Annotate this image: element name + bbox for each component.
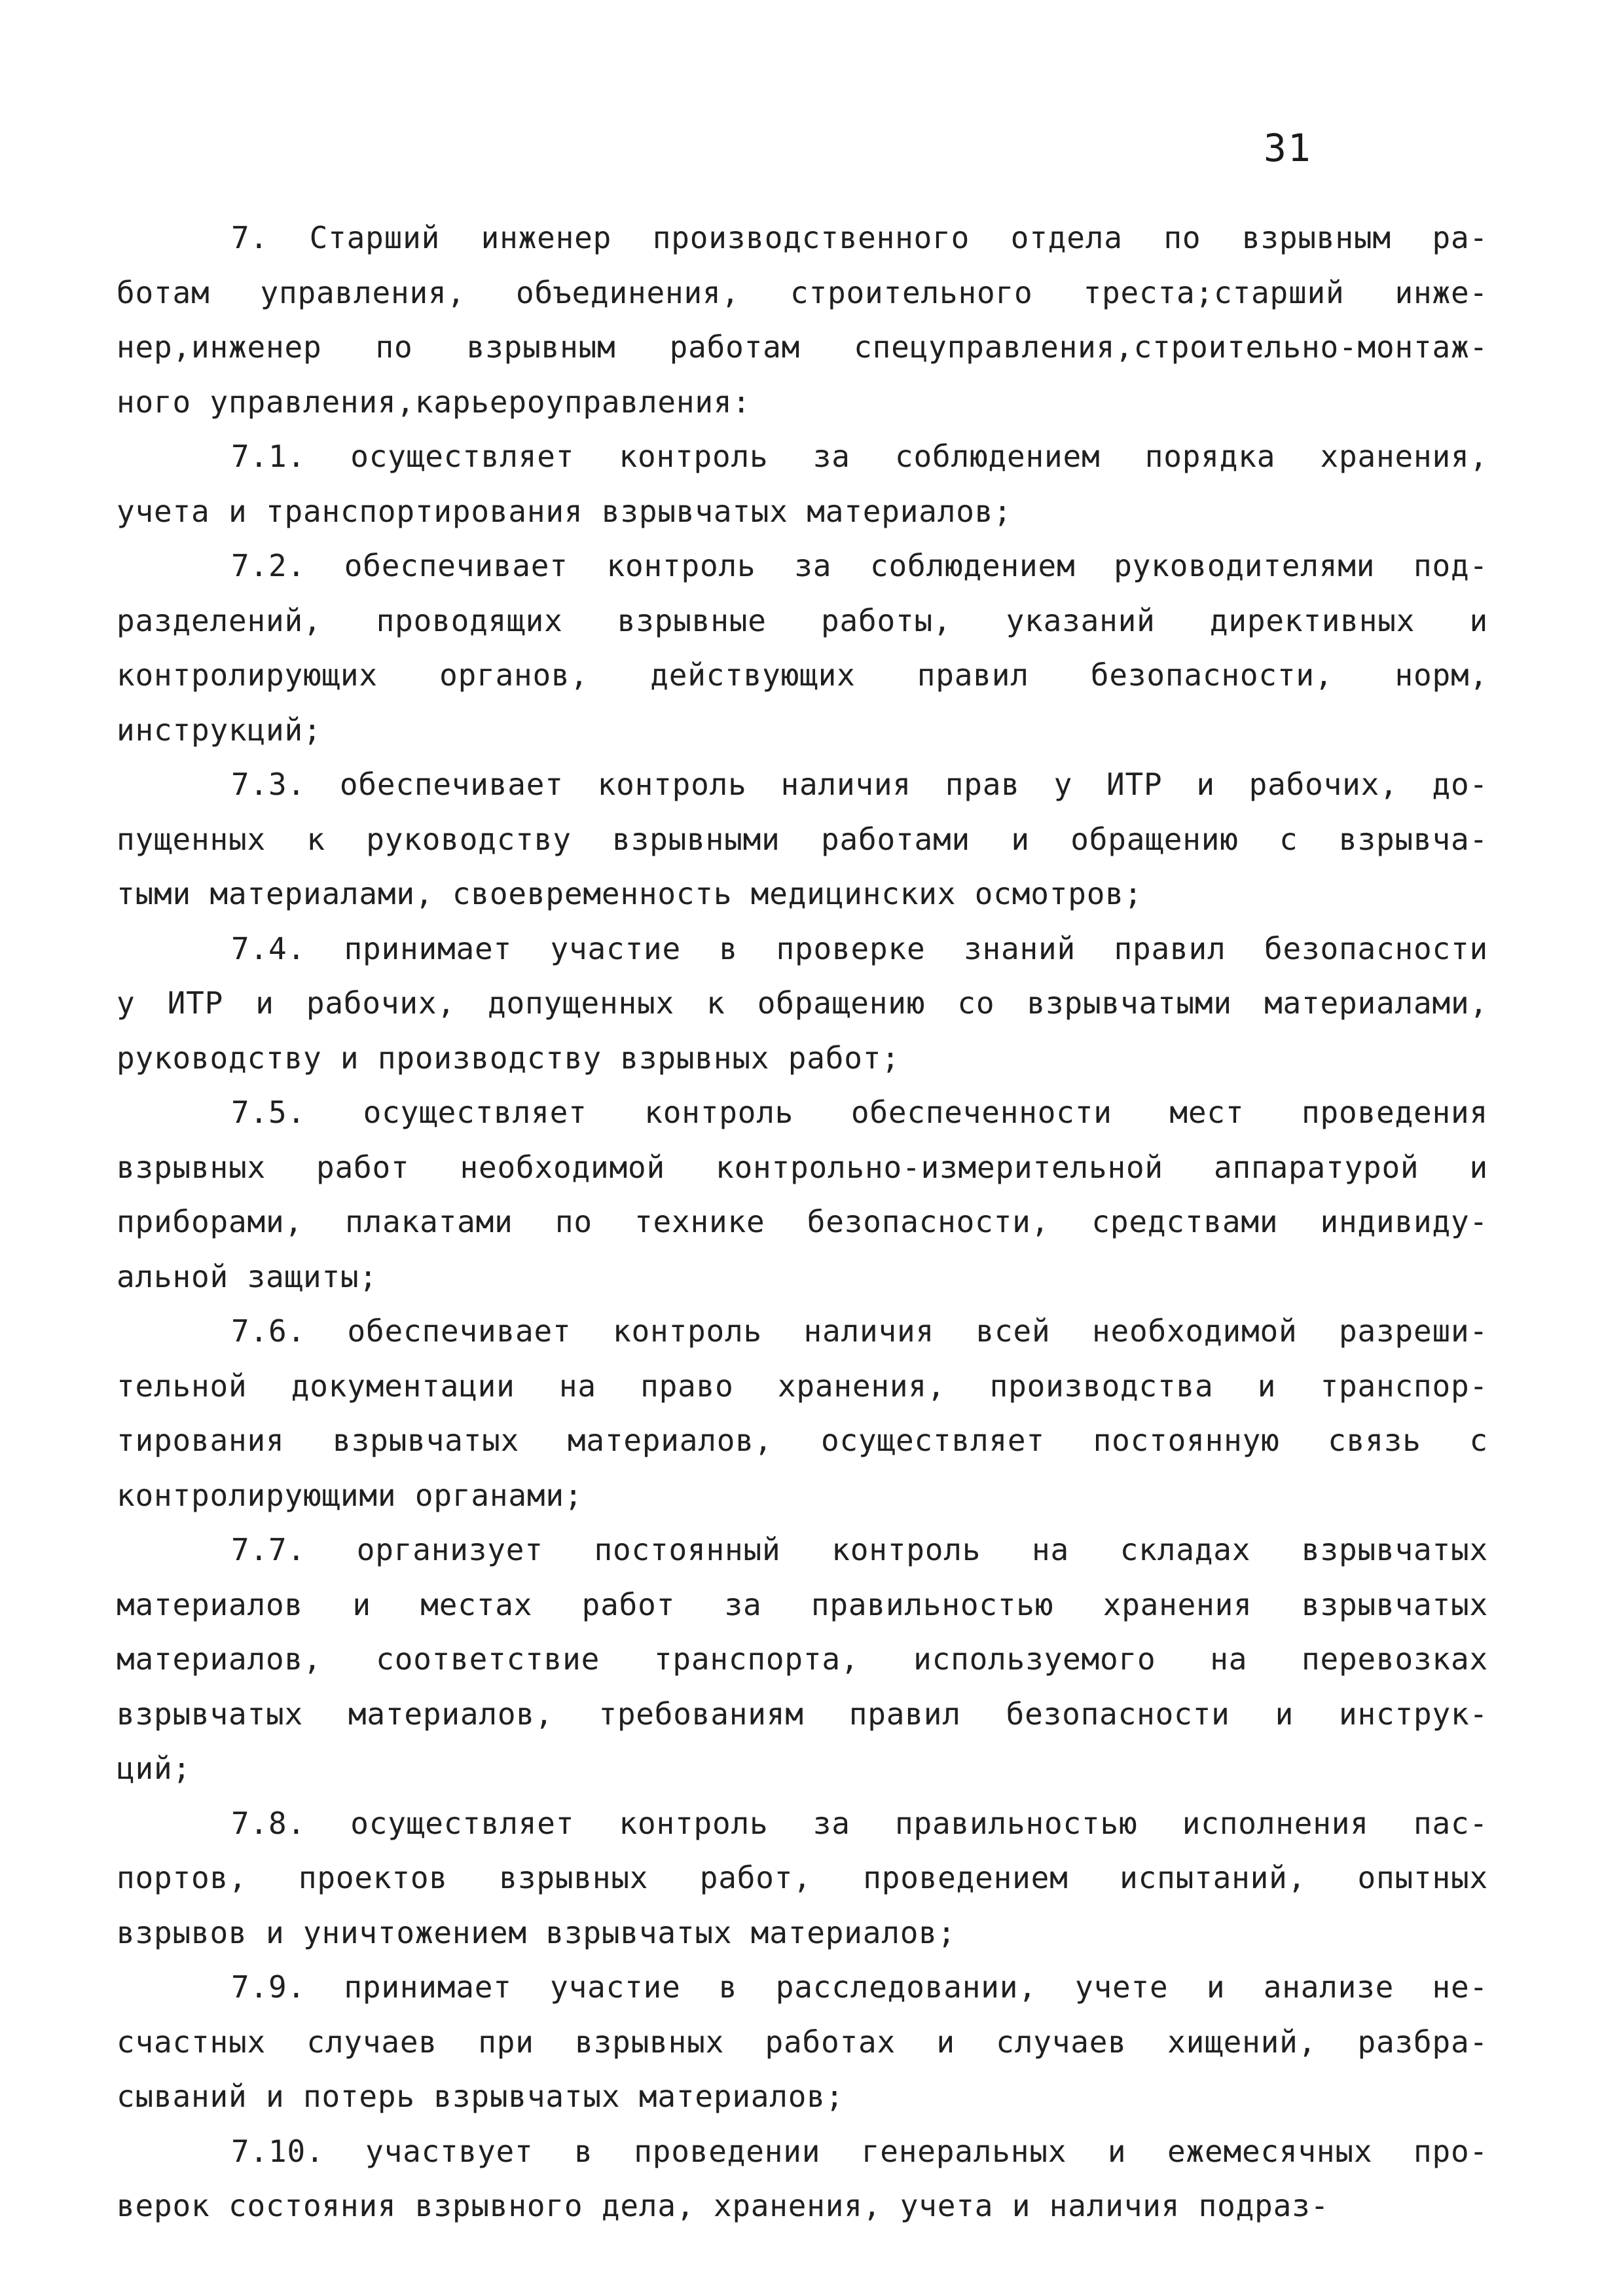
text-line: тельной документации на право хранения, производства и транспор- [117, 1368, 1488, 1404]
text-line: 7. Старший инженер производственного отдела по взрывным ра- [231, 220, 1488, 255]
text-line: 7.5. осуществляет контроль обеспеченности мест проведения [231, 1095, 1488, 1130]
text-line: тирования взрывчатых материалов, осуществляет постоянную связь с [117, 1423, 1488, 1458]
text-line: взрывных работ необходимой контрольно-измерительной аппаратурой и [117, 1149, 1488, 1185]
paragraph-7 [117, 1304, 1488, 1523]
page-number: 31 [1264, 126, 1312, 170]
paragraph-10 [117, 1960, 1488, 2124]
text-line: контролирующими органами; [117, 1477, 583, 1513]
paragraph-8 [117, 1523, 1488, 1796]
text-line: материалов и местах работ за правильностью хранения взрывчатых [117, 1586, 1488, 1622]
text-line: 7.2. обеспечивает контроль за соблюдением руководителями под- [231, 548, 1488, 583]
text-line: 7.7. организует постоянный контроль на складах взрывчатых [231, 1532, 1488, 1567]
text-line: ботам управления, объединения, строительного треста;старший инже- [117, 274, 1488, 310]
paragraph-11 [117, 2124, 1488, 2234]
paragraph-1 [117, 211, 1488, 429]
text-line: инструкций; [117, 712, 322, 748]
paragraph-5 [117, 922, 1488, 1086]
text-line: приборами, плакатами по технике безопасности, средствами индивиду- [117, 1204, 1488, 1239]
text-line: верок состояния взрывного дела, хранения, учета и наличия подраз- [117, 2188, 1330, 2223]
text-line: руководству и производству взрывных работ; [117, 1040, 900, 1076]
text-line: 7.1. осуществляет контроль за соблюдением порядка хранения, [231, 439, 1488, 474]
text-line: 7.10. участвует в проведении генеральных и ежемесячных про- [231, 2133, 1488, 2169]
text-line: 7.9. принимает участие в расследовании, учете и анализе не- [231, 1969, 1488, 2005]
text-line: 7.3. обеспечивает контроль наличия прав у ИТР и рабочих, до- [231, 767, 1488, 802]
text-line: учета и транспортирования взрывчатых материалов; [117, 493, 1012, 529]
text-line: разделений, проводящих взрывные работы, указаний директивных и [117, 602, 1488, 638]
paragraph-2 [117, 429, 1488, 539]
paragraph-9 [117, 1796, 1488, 1961]
paragraph-4 [117, 757, 1488, 922]
text-line: тыми материалами, своевременность медицинских осмотров; [117, 876, 1143, 911]
text-line: 7.8. осуществляет контроль за правильностью исполнения пас- [231, 1805, 1488, 1841]
text-line: альной защиты; [117, 1258, 378, 1294]
text-line: у ИТР и рабочих, допущенных к обращению со взрывчатыми материалами, [117, 985, 1488, 1021]
document-body [117, 211, 1488, 2234]
text-line: контролирующих органов, действующих правил безопасности, норм, [117, 657, 1488, 693]
text-line: 7.4. принимает участие в проверке знаний правил безопасности [231, 930, 1488, 966]
paragraph-6 [117, 1085, 1488, 1304]
text-line: взрывов и уничтожением взрывчатых материалов; [117, 1914, 957, 1950]
text-line: 7.6. обеспечивает контроль наличия всей необходимой разреши- [231, 1313, 1488, 1349]
text-line: материалов, соответствие транспорта, используемого на перевозках [117, 1641, 1488, 1677]
text-line: портов, проектов взрывных работ, проведением испытаний, опытных [117, 1860, 1488, 1895]
text-line: ного управления,карьероуправления: [117, 384, 751, 420]
text-line: взрывчатых материалов, требованиям правил безопасности и инструк- [117, 1696, 1488, 1732]
text-line: сываний и потерь взрывчатых материалов; [117, 2079, 845, 2114]
text-line: счастных случаев при взрывных работах и случаев хищений, разбра- [117, 2024, 1488, 2060]
paragraph-3 [117, 539, 1488, 757]
text-line: ций; [117, 1751, 191, 1786]
text-line: нер,инженер по взрывным работам спецуправления,строительно-монтаж- [117, 329, 1488, 365]
text-line: пущенных к руководству взрывными работами и обращению с взрывча- [117, 821, 1488, 857]
